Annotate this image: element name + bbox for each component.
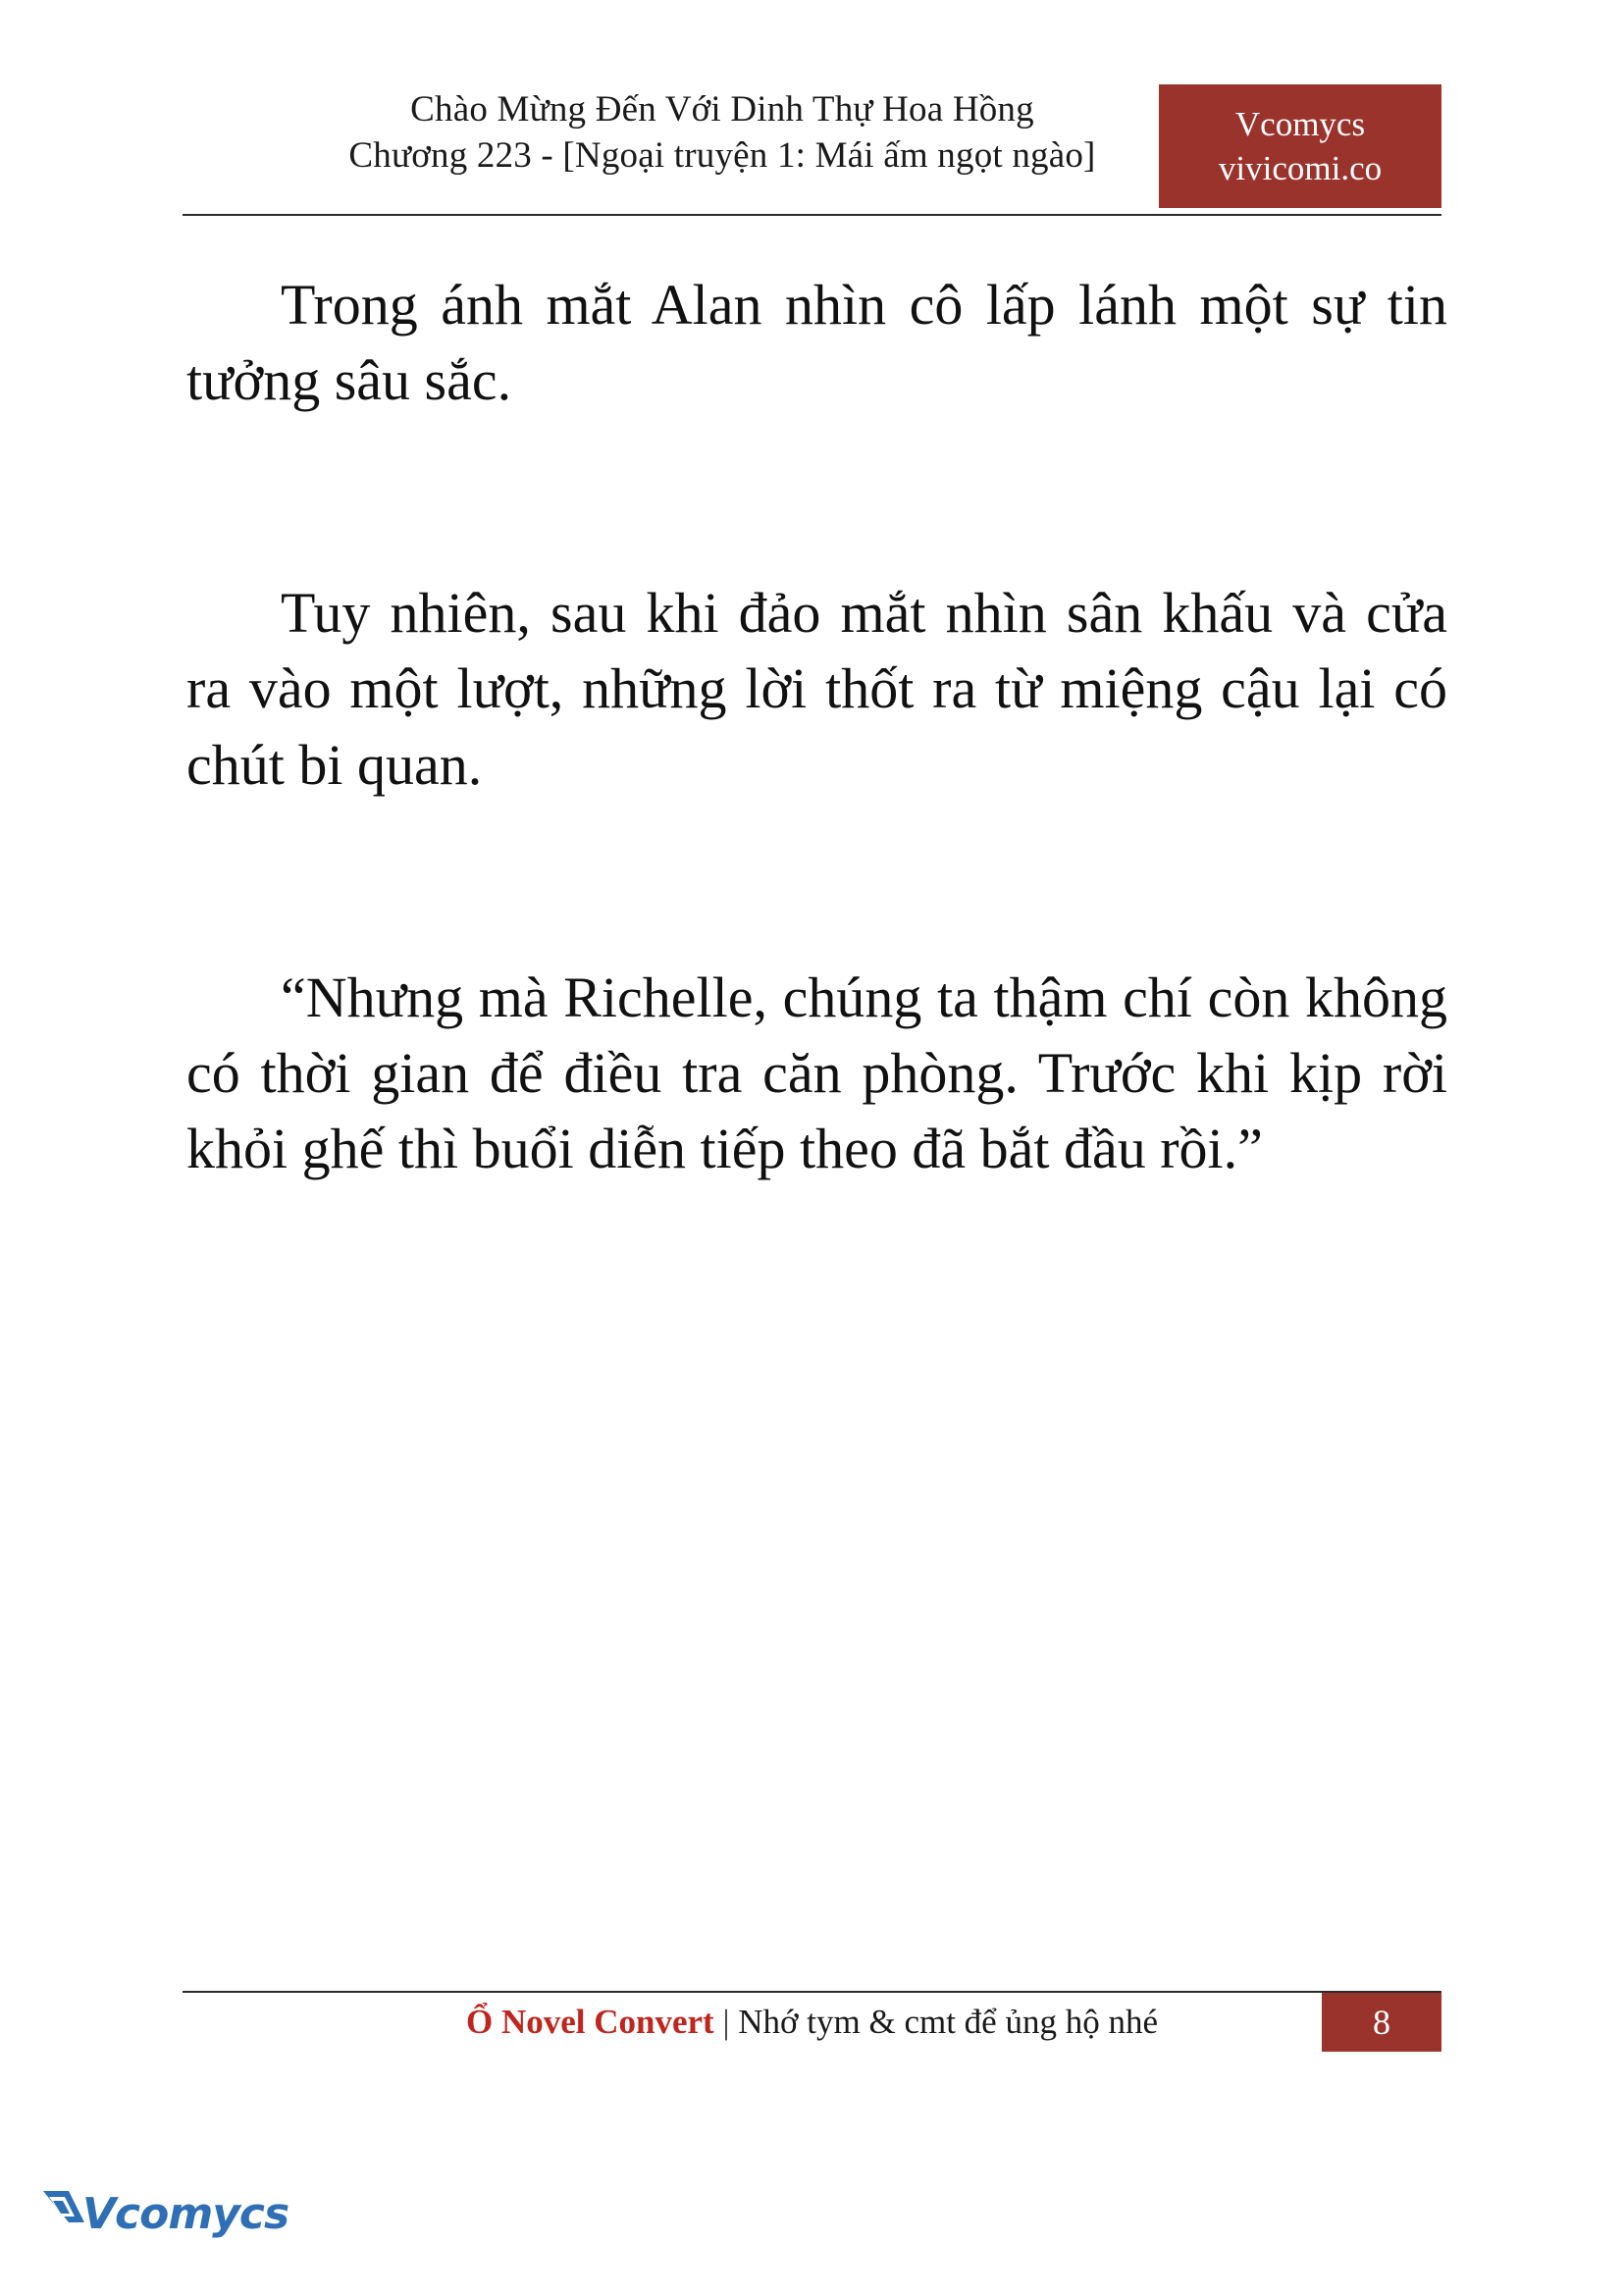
page-header	[183, 86, 1441, 216]
page-footer	[183, 1991, 1441, 2052]
page-number-badge	[1322, 1993, 1441, 2052]
watermark-logo	[39, 2177, 289, 2268]
header-title-block	[183, 86, 1262, 180]
footer-note: Nhớ tym & cmt để ủng hộ nhé	[738, 2003, 1158, 2041]
paragraph: Tuy nhiên, sau khi đảo mắt nhìn sân khấu và cửa ra vào một lượt, những lời thốt ra từ miệng cậu lại có chút bi quan.	[186, 581, 1447, 797]
book-title: Chào Mừng Đến Với Dinh Thự Hoa Hồng	[410, 89, 1034, 130]
page-content	[186, 267, 1447, 1304]
footer-brand: Ổ Novel Convert	[465, 2003, 714, 2041]
chapter-title: Chương 223 - [Ngoại truyện 1: Mái ấm ngọt ngào]	[348, 135, 1096, 177]
paragraph: Trong ánh mắt Alan nhìn cô lấp lánh một sự tin tưởng sâu sắc.	[186, 273, 1447, 413]
page-number: 8	[1373, 2003, 1390, 2042]
header-brand-badge	[1159, 84, 1441, 208]
footer-separator: |	[713, 2003, 739, 2041]
header-divider	[183, 214, 1441, 216]
brand-name: Vcomycs	[1234, 104, 1366, 143]
footer-text-block	[183, 1993, 1441, 2052]
watermark-label: Vcomycs	[82, 2189, 289, 2239]
paragraph: “Nhưng mà Richelle, chúng ta thậm chí còn không có thời gian để điều tra căn phòng. Trước khi kịp rời khỏi ghế thì buổi diễn tiếp theo đã bắt đầu rồi.”	[186, 965, 1447, 1180]
brand-url: vivicomi.co	[1218, 149, 1383, 187]
